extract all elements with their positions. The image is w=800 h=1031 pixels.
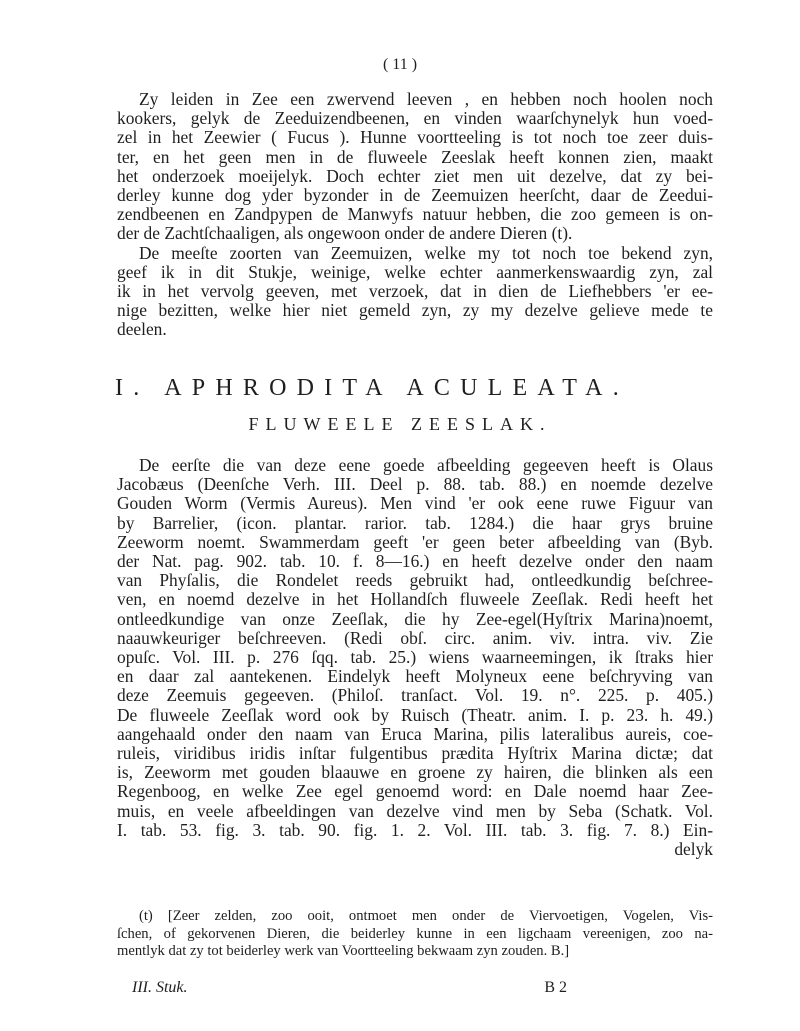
text-line: Gouden Worm (Vermis Aureus). Men vind 'er ook eene ruwe Figuur van xyxy=(117,494,713,514)
footnote-line: (t) [Zeer zelden, zoo ooit, ontmoet men onder de Viervoetigen, Vogelen, Vis- xyxy=(139,908,713,924)
text-line: geef ik in dit Stukje, weinige, welke echter aanmerkenswaardig zyn, zal xyxy=(117,262,713,282)
text-line: De fluweele Zeeſlak word ook by Ruisch (Theatr. anim. I. p. 23. h. 49.) xyxy=(117,705,713,725)
text-line: derley kunne dog yder byzonder in de Zeemuizen heerſcht, daar de Zeedui- xyxy=(117,186,713,206)
text-line: der de Zachtſchaaligen, als ongewoon onder de andere Dieren (t). xyxy=(117,224,573,244)
text-line: zel in het Zeewier ( Fucus ). Hunne voortteeling is tot noch toe zeer duis- xyxy=(117,128,713,148)
footnote-line: mentlyk dat zy tot beiderley werk van Voortteeling bekwaam zyn zouden. B.] xyxy=(117,943,570,960)
text-line: I. tab. 53. fig. 3. tab. 90. fig. 1. 2. Vol. III. tab. 3. fig. 7. 8.) Ein- xyxy=(117,820,713,840)
text-line: Zeeworm noemt. Swammerdam geeft 'er geen beter afbeelding van (Byb. xyxy=(117,532,713,552)
page-number: ( 11 ) xyxy=(382,56,418,73)
text-line: Regenboog, en welke Zee egel genoemd word: en Dale noemd haar Zee- xyxy=(117,782,713,802)
text-line: ter, en het geen men in de fluweele Zeeslak heeft konnen zien, maakt xyxy=(117,147,713,167)
text-line: nige bezitten, welke hier niet gemeld zyn, zy my dezelve gelieve mede te xyxy=(117,301,713,321)
text-line: het onderzoek moeijelyk. Doch echter ziet men uit dezelve, dat zy bei- xyxy=(117,166,713,186)
text-line: De meeſte zoorten van Zeemuizen, welke my tot noch toe bekend zyn, xyxy=(139,243,713,263)
signature-line xyxy=(132,979,567,997)
text-line: kookers, gelyk de Zeeduizendbeenen, en vinden waarſchynelyk hun voed- xyxy=(117,109,713,129)
text-line: aangehaald onder den naam van Eruca Marina, pilis lateralibus aureis, coe- xyxy=(117,724,713,744)
text-line: opuſc. Vol. III. p. 276 ſqq. tab. 25.) wiens waarneemingen, ik ſtraks hier xyxy=(117,648,713,668)
sheet-signature: B 2 xyxy=(544,979,567,996)
text-line: deelen. xyxy=(117,320,167,340)
text-line: by Barrelier, (icon. plantar. rarior. tab. 1284.) die haar grys bruine xyxy=(117,513,713,533)
text-line: der Nat. pag. 902. tab. 10. f. 8—16.) en heeft dezelve onder den naam xyxy=(117,552,713,572)
text-line: Jacobæus (Deenſche Verh. III. Deel p. 88. tab. 88.) en noemde dezelve xyxy=(117,475,713,495)
intro-paragraph xyxy=(117,90,713,340)
section-title: I. APHRODITA ACULEATA. xyxy=(115,375,629,401)
text-line: muis, en veele afbeeldingen van dezelve vind men by Seba (Schatk. Vol. xyxy=(117,801,713,821)
text-line: van Phyſalis, die Rondelet reeds gebruikt had, ontleedkundig beſchree- xyxy=(117,571,713,591)
text-line: ontleedkundige van onze Zeeſlak, die hy Zee-egel(Hyſtrix Marina)noemt, xyxy=(117,609,713,629)
text-line: zendbeenen en Zandpypen de Manwyfs natuur hebben, die zoo gemeen is on- xyxy=(117,205,713,225)
volume-signature: III. Stuk. xyxy=(132,979,188,996)
text-line: en daar zal aantekenen. Eindelyk heeft Molyneux eene beſchryving van xyxy=(117,667,713,687)
footnote xyxy=(117,908,713,961)
text-line: deze Zeemuis gegeeven. (Philoſ. tranſact. Vol. 19. n°. 225. p. 405.) xyxy=(117,686,713,706)
text-line: ik in het vervolg geeven, met verzoek, dat in dien de Liefhebbers 'er ee- xyxy=(117,282,713,302)
text-line: Zy leiden in Zee een zwervend leeven , en hebben noch hoolen noch xyxy=(139,90,713,109)
body-paragraph xyxy=(117,456,713,859)
text-line: is, Zeeworm met gouden blaauwe en groene zy hairen, die blinken als een xyxy=(117,763,713,783)
text-line: ruleis, viridibus iridis inſtar fulgentibus prædita Hyſtrix Marina dictæ; dat xyxy=(117,744,713,764)
catchword: delyk xyxy=(674,840,713,860)
footnote-line: ſchen, of gekorvenen Dieren, die beiderley kunne in een ligchaam vereenigen, zoo na- xyxy=(117,925,713,942)
text-line: ven, en noemd dezelve in het Hollandſch fluweele Zeeſlak. Redi heeft het xyxy=(117,590,713,610)
section-subtitle: FLUWEELE ZEESLAK. xyxy=(248,414,552,434)
text-line: De eerſte die van deze eene goede afbeelding gegeeven heeft is Olaus xyxy=(139,456,713,475)
text-line: naauwkeuriger beſchreeven. (Redi obſ. circ. anim. viv. intra. viv. Zie xyxy=(117,628,713,648)
